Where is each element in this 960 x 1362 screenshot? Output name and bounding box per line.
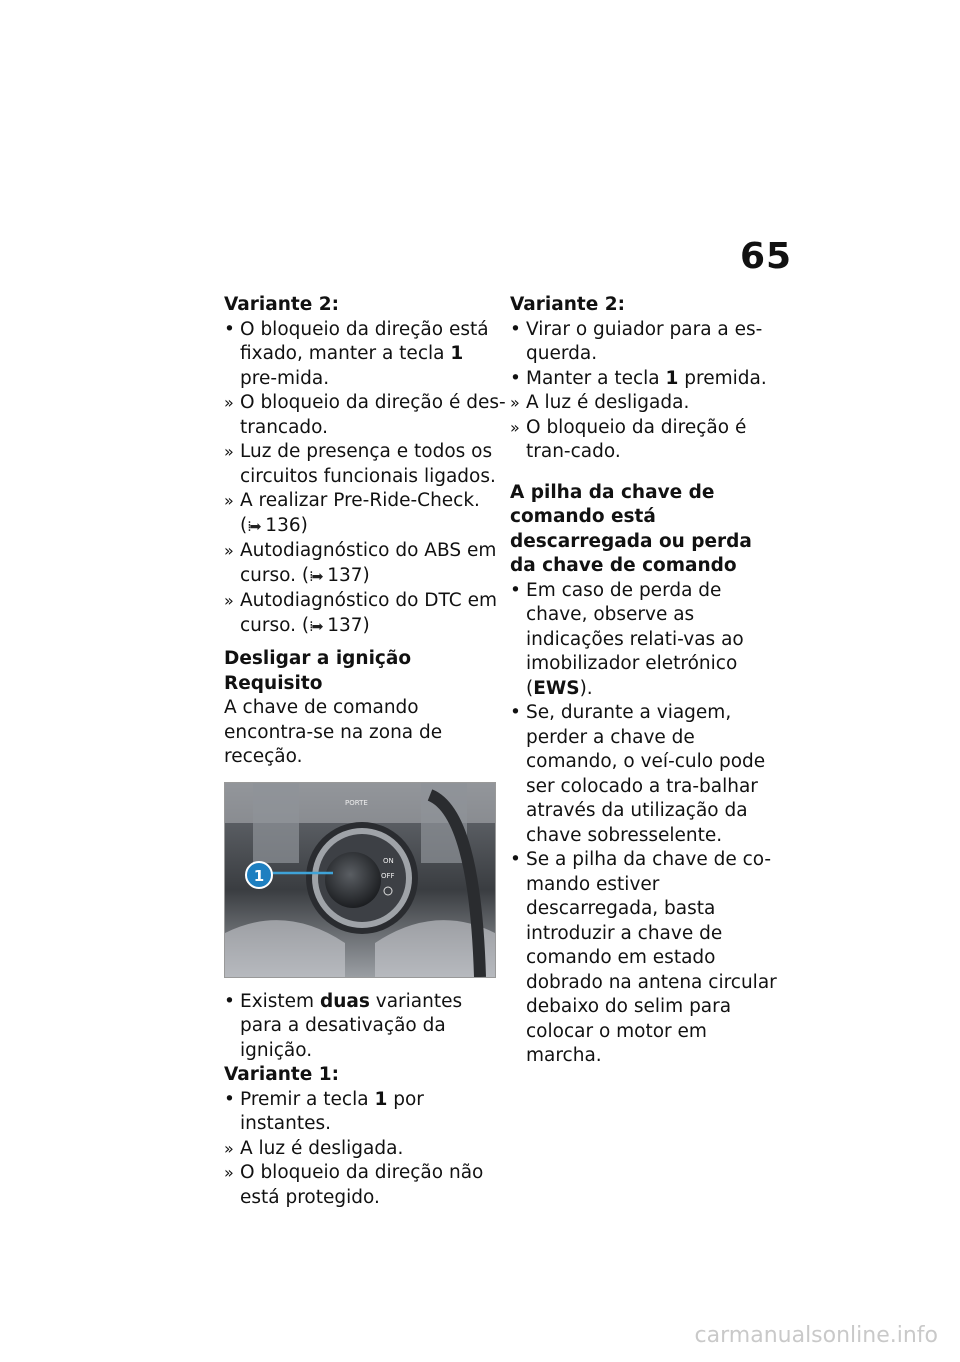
variant-2-heading-right: Variante 2: [510,294,626,315]
bullet-item: • Premir a tecla 1 por instantes. [224,1088,424,1134]
result-item: » A realizar Pre-Ride-Check. (⁞➡ 136) [224,489,506,539]
result-item: » O bloqueio da direção é tran-cado. [510,416,747,462]
label-off: OFF [381,871,395,880]
result-item: » Autodiagnóstico do ABS em curso. (⁞➡ 137) [224,539,506,589]
result-arrow-icon: » [224,442,234,461]
result-arrow-icon: » [224,1138,234,1158]
variant-1-list [224,1088,506,1211]
right-column [510,293,782,1069]
ring-text: PORTE [345,798,368,807]
bullet-item: • Virar o guiador para a es-querda. [510,318,763,364]
section-heading-key-battery: A pilha da chave de comando está descarregada ou perda da chave de comando [510,481,752,576]
ignition-switch-photo [224,782,496,978]
variant-2-heading: Variante 2: [224,294,340,315]
result-item: » O bloqueio da direção não está protegido. [224,1162,484,1208]
bullet-item: • Se, durante a viagem, perder a chave de comando, o veí-culo pode ser colocado a tra-balhar através da utilização da chave sobresselente. [510,702,766,846]
label-on: ON [383,856,394,865]
reference-arrow-icon: ⁞➡ [247,518,260,535]
result-arrow-icon: » [224,1163,234,1182]
ignition-switch-illustration [225,783,495,977]
left-column [224,293,506,1210]
bullet-mark: • [224,318,235,340]
reference-arrow-icon: ⁞➡ [309,568,322,585]
reference-arrow-icon: ⁞➡ [309,618,322,635]
page-reference[interactable]: (⁞➡ 137) [302,565,370,586]
result-item: » O bloqueio da direção é des-trancado. [224,392,506,438]
bullet-mark: • [224,990,235,1012]
result-arrow-icon: » [224,541,234,560]
result-arrow-icon: » [224,591,234,610]
existem-bullet: • Existem duas variantes para a desativação da ignição. [224,990,463,1061]
bullet-item: • Manter a tecla 1 premida. [510,367,782,392]
result-arrow-icon: » [224,393,234,412]
bullet-mark: • [510,367,521,389]
bullet-mark: • [510,318,521,340]
variant-2-list-right [510,318,782,465]
watermark: carmanualsonline.info [694,1323,938,1348]
page-reference[interactable]: (⁞➡ 137) [302,615,370,636]
result-arrow-icon: » [510,417,520,437]
variant-2-list [224,318,506,640]
result-arrow-icon: » [224,491,234,510]
bullet-item: • O bloqueio da direção está fixado, manter a tecla 1 pre-mida. [224,318,489,389]
requisito-text: A chave de comando encontra-se na zona de receção. [224,697,443,767]
requisito-heading: Requisito [224,672,323,694]
result-arrow-icon: » [510,393,520,412]
bullet-mark: • [510,702,521,723]
page-reference[interactable]: (⁞➡ 136) [240,515,308,536]
result-item: » A luz é desligada. [510,391,782,416]
bullet-mark: • [510,849,521,870]
callout-1: 1 [253,866,265,885]
result-item: » Autodiagnóstico do DTC em curso. (⁞➡ 137) [224,589,506,639]
section-heading-ignition-off: Desligar a ignição [224,648,412,669]
result-item: » A luz é desligada. [224,1137,506,1162]
page-number: 65 [740,236,793,277]
bullet-mark: • [224,1088,235,1110]
bullet-mark: • [510,579,521,601]
result-item: » Luz de presença e todos os circuitos funcionais ligados. [224,441,496,487]
bullet-item: • Em caso de perda de chave, observe as indicações relati-vas ao imobilizador eletrónico (EWS). [510,579,744,699]
key-battery-list [510,579,782,1069]
variant-1-heading: Variante 1: [224,1064,340,1085]
bullet-item: • Se a pilha da chave de co-mando estiver descarregada, basta introduzir a chave de comando em estado dobrado na antena circular debaixo do selim para colocar o motor em marcha. [510,849,777,1066]
